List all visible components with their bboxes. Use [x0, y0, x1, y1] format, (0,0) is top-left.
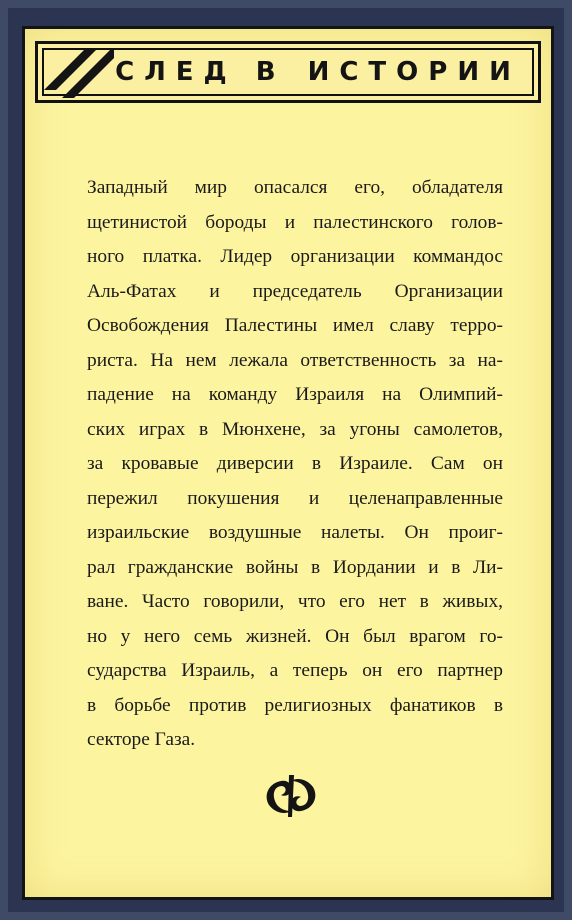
series-title-word-2: ИСТОРИИ	[307, 57, 521, 87]
blurb-line: ских играх в Мюнхене, за угоны самолетов,	[87, 418, 503, 440]
series-header	[35, 41, 541, 103]
series-header-frame	[42, 48, 534, 96]
diagonal-stripes-icon	[44, 50, 114, 94]
blurb-line: Освобождения Палестины имел славу терро-	[87, 315, 503, 336]
blurb-line: ного платка. Лидер организации коммандос	[87, 246, 503, 267]
blurb-line: Аль-Фатах и председатель Организации	[87, 280, 503, 302]
blurb-line: Западный мир опасался его, обладателя	[87, 177, 503, 198]
blurb-text	[87, 171, 503, 758]
phoenix-logo-icon	[261, 771, 321, 821]
blurb-line: падение на команду Израиля на Олимпий-	[87, 384, 503, 405]
blurb-line: пережил покушения и целенаправленные	[87, 487, 503, 509]
blurb-line: ване. Часто говорили, что его нет в живых,	[87, 591, 503, 612]
blurb-line: за кровавые диверсии в Израиле. Сам он	[87, 453, 503, 474]
blurb-line: сударства Израиль, а теперь он его партнер	[87, 660, 503, 681]
blurb-line: рал гражданские войны в Иордании и в Ли-	[87, 556, 503, 578]
cover-panel	[22, 26, 554, 900]
blurb-line: щетинистой бороды и палестинского голов-	[87, 211, 503, 233]
blurb-line: секторе Газа.	[87, 729, 196, 750]
blurb-line: в борьбе против религиозных фанатиков в	[87, 694, 503, 716]
blurb-line: но у него семь жизней. Он был врагом го-	[87, 625, 503, 647]
series-title-word-1: СЛЕД В	[115, 57, 286, 87]
series-title	[114, 57, 532, 87]
blurb-line: израильские воздушные налеты. Он проиг-	[87, 522, 503, 543]
book-cover	[8, 8, 564, 912]
blurb-line: риста. На нем лежала ответственность за на-	[87, 349, 503, 371]
